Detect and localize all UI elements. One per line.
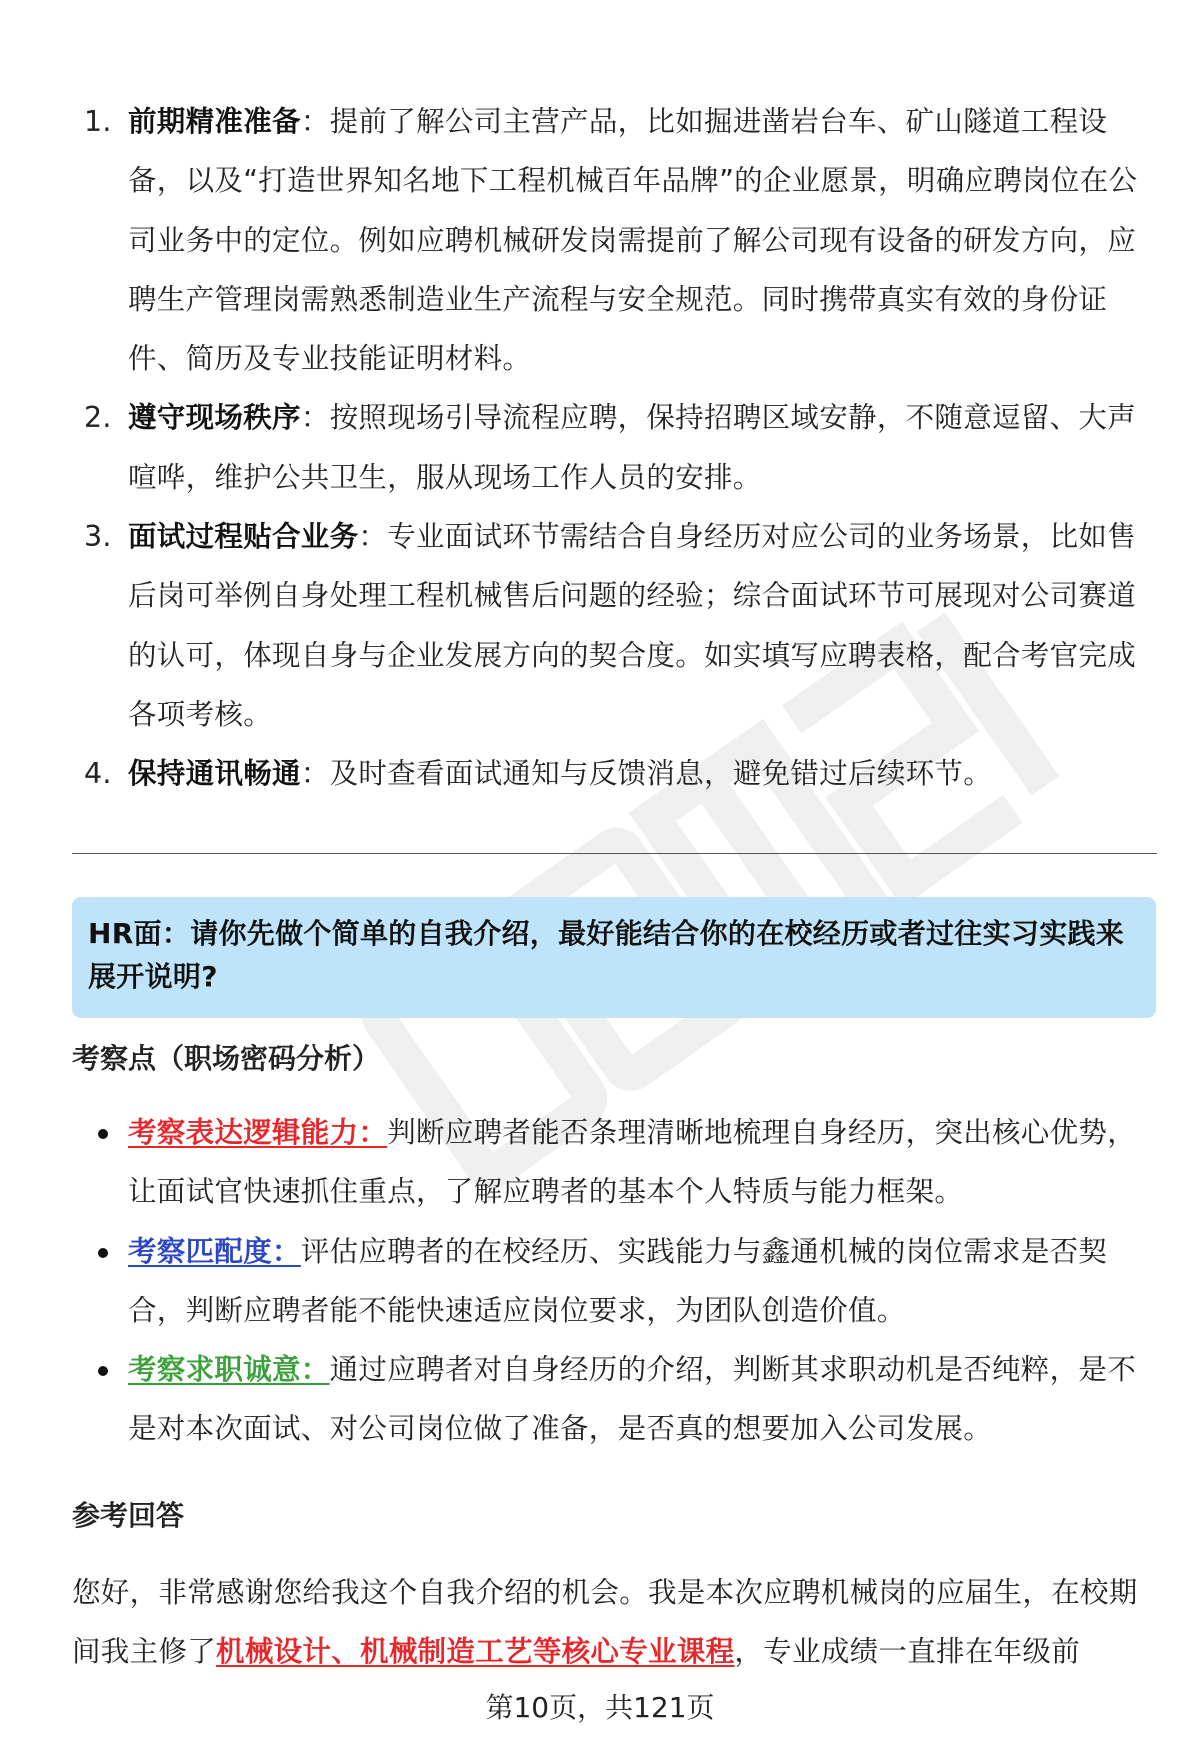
- analysis-label: 考察匹配度：: [128, 1234, 301, 1268]
- tip-title: 前期精准准备: [128, 105, 301, 138]
- answer-text: 您好，非常感谢您给我这个自我介绍的机会。我是本次应聘机械岗的应届生，在校期间我主修了: [72, 1576, 1138, 1669]
- tip-text: ：提前了解公司主营产品，比如掘进凿岩台车、矿山隧道工程设备，以及“打造世界知名地下工程机械百年品牌”的企业愿景，明确应聘岗位在公司业务中的定位。例如应聘机械研发岗需提前了解公司现有设备的研发方向，应聘生产管理岗需熟悉制造业生产流程与安全规范。同时携带真实有效的身份证件、简历及专业技能证明材料。: [128, 105, 1138, 376]
- analysis-item: [0, 1340, 1200, 1459]
- page-footer: 第10页，共121页: [485, 1691, 715, 1724]
- analysis-text: 评估应聘者的在校经历、实践能力与鑫通机械的岗位需求是否契合，判断应聘者能不能快速适应岗位要求，为团队创造价值。: [128, 1234, 1108, 1327]
- tip-text: ：及时查看面试通知与反馈消息，避免错过后续环节。: [300, 757, 993, 791]
- bullet-dot: [98, 1366, 108, 1376]
- analysis-label: 考察表达逻辑能力：: [128, 1116, 388, 1149]
- tip-item: [0, 92, 1200, 388]
- analysis-label: 考察求职诚意：: [128, 1353, 330, 1387]
- bullet-dot: [98, 1248, 108, 1258]
- tip-title: 面试过程贴合业务: [128, 520, 359, 554]
- tip-item: [0, 507, 1200, 744]
- analysis-item: [0, 1222, 1200, 1341]
- analysis-text: 判断应聘者能否条理清晰地梳理自身经历，突出核心优势，让面试官快速抓住重点，了解应聘者的基本个人特质与能力框架。: [128, 1116, 1137, 1209]
- tip-number: 1.: [84, 105, 112, 138]
- answer-heading: 参考回答: [72, 1499, 185, 1532]
- hr-question: HR面：请你先做个简单的自我介绍，最好能结合你的在校经历或者过往实习实践来展开说明?: [88, 917, 1125, 993]
- tip-number: 3.: [84, 520, 112, 554]
- bullet-dot: [98, 1129, 108, 1139]
- analysis-list: [0, 1103, 1200, 1459]
- answer-highlight: 机械设计、机械制造工艺等核心专业课程: [216, 1635, 735, 1669]
- analysis-heading: 考察点（职场密码分析）: [72, 1042, 381, 1075]
- tip-item: [0, 388, 1200, 507]
- tip-title: 保持通讯畅通: [128, 757, 301, 791]
- tip-text: ：按照现场引导流程应聘，保持招聘区域安静，不随意逗留、大声喧哗，维护公共卫生，服从现场工作人员的安排。: [128, 401, 1137, 494]
- tip-number: 2.: [84, 401, 112, 435]
- answer-text-end: ，专业成绩一直排在年级前: [734, 1635, 1081, 1669]
- tip-item: [0, 744, 1200, 803]
- analysis-text: 通过应聘者对自身经历的介绍，判断其求职动机是否纯粹，是不是对本次面试、对公司岗位做了准备，是否真的想要加入公司发展。: [128, 1353, 1137, 1446]
- analysis-item: [0, 1103, 1200, 1222]
- section-divider: [72, 853, 1157, 854]
- interview-tips-list: [0, 92, 1200, 804]
- reference-answer: [72, 1563, 1158, 1682]
- tip-text: ：专业面试环节需结合自身经历对应公司的业务场景，比如售后岗可举例自身处理工程机械售后问题的经验；综合面试环节可展现对公司赛道的认可，体现自身与企业发展方向的契合度。如实填写应聘表格，配合考官完成各项考核。: [128, 520, 1137, 731]
- tip-title: 遵守现场秩序: [128, 401, 301, 435]
- tip-number: 4.: [84, 757, 112, 791]
